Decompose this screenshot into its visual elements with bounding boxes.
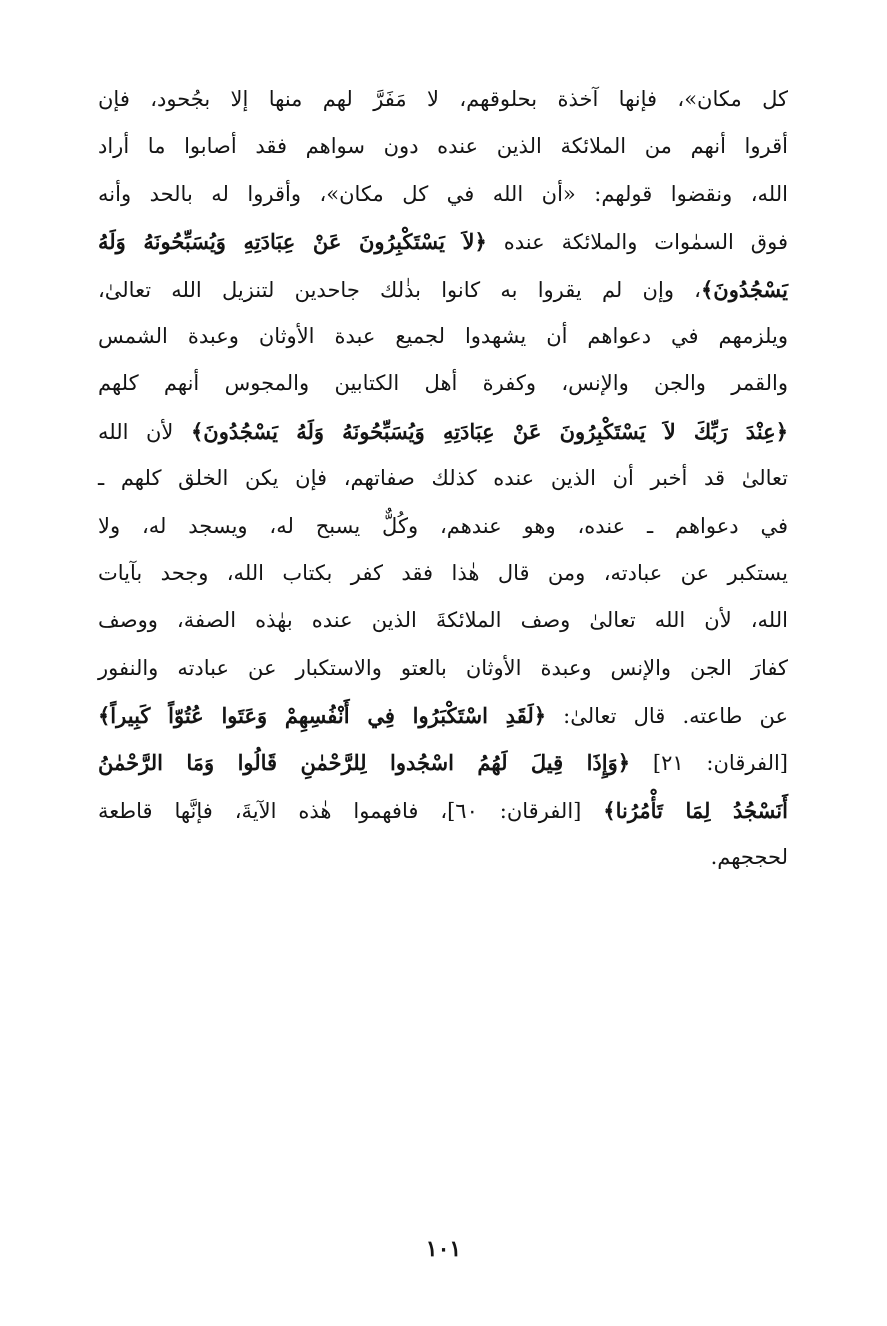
quran-verse: ﴿وَإِذَا قِيلَ لَهُمُ اسْجُدوا لِلرَّحْمٰنِ قَالُوا وَمَا الرَّحْمٰنُ: [98, 750, 631, 776]
text-line: [98, 550, 788, 597]
text-segment: يستكبر عن عبادته، ومن قال هٰذا فقد كفر بكتاب الله، وجحد بآيات: [98, 560, 788, 585]
text-line: [98, 218, 788, 265]
text-segment: والقمر والجن والإنس، وكفرة أهل الكتابين والمجوس أنهم كلهم: [98, 371, 788, 396]
text-segment: الله، لأن الله تعالىٰ وصف الملائكةَ الذين عنده بهٰذه الصفة، ووصف: [98, 608, 788, 633]
quran-verse: ﴿لَقَدِ اسْتَكْبَرُوا فِي أَنْفُسِهِمْ وَعَتَوا عُتُوّاً كَبِيراً﴾: [98, 703, 547, 729]
text-line: [98, 692, 788, 739]
text-segment: [الفرقان: ٢١]: [630, 751, 789, 776]
text-segment: ويلزمهم في دعواهم أن يشهدوا لجميع عبدة الأوثان وعبدة الشمس: [98, 323, 788, 348]
text-line: [98, 313, 788, 360]
text-line: [98, 739, 788, 786]
text-line: [98, 645, 788, 692]
text-line: [98, 597, 788, 644]
text-line: [98, 123, 788, 170]
text-line: [98, 787, 788, 834]
text-line: [98, 503, 788, 550]
text-line: [98, 360, 788, 407]
quran-verse: ﴿لاَ يَسْتَكْبِرُونَ عَنْ عِبَادَتِهِ وَيُسَبِّحُونَهُ وَلَهُ: [98, 229, 487, 255]
text-line: [98, 455, 788, 502]
text-line: [98, 408, 788, 455]
text-segment: كفارَ الجن والإنس وعبدة الأوثان بالعتو والاستكبار عن عبادته والنفور: [98, 655, 788, 680]
text-segment: في دعواهم ـ عنده، وهو عندهم، وكُلٌّ يسبح له، ويسجد له، ولا: [98, 513, 788, 538]
text-segment: الله، ونقضوا قولهم: «أن الله في كل مكان»، وأقروا له بالحد وأنه: [98, 181, 788, 206]
text-segment: لأن الله: [98, 419, 191, 444]
text-segment: كل مكان»، فإنها آخذة بحلوقهم، لا مَفَرَّ لهم منها إلا بجُحود، فإن: [98, 87, 788, 111]
text-line: [98, 834, 788, 881]
text-segment: ، وإن لم يقروا به كانوا بذٰلك جاحدين لتنزيل الله تعالىٰ،: [98, 277, 701, 302]
text-segment: تعالىٰ قد أخبر أن الذين عنده كذلك صفاتهم، فإن يكن الخلق كلهم ـ: [98, 466, 788, 491]
text-line: [98, 76, 788, 123]
text-segment: [الفرقان: ٦٠]، فافهموا هٰذه الآيةَ، فإنَّها قاطعة: [98, 798, 604, 823]
quran-verse: ﴿عِنْدَ رَبِّكَ لاَ يَسْتَكْبِرُونَ عَنْ عِبَادَتِهِ وَيُسَبِّحُونَهُ وَلَهُ يَسْجُدُونَ﴾: [190, 418, 788, 444]
body-text: [98, 76, 788, 882]
text-segment: عن طاعته. قال تعالىٰ:: [546, 704, 788, 729]
text-line: [98, 171, 788, 218]
text-segment: لحججهم.: [710, 845, 788, 870]
text-segment: أقروا أنهم من الملائكة الذين عنده دون سواهم فقد أصابوا ما أراد: [98, 134, 788, 159]
text-segment: فوق السمٰوات والملائكة عنده: [486, 230, 788, 255]
text-line: [98, 266, 788, 313]
quran-verse: أَنَسْجُدُ لِمَا تَأْمُرُنا﴾: [603, 797, 788, 823]
page-number: ١٠١: [425, 1236, 462, 1262]
quran-verse: يَسْجُدُونَ﴾: [700, 276, 788, 302]
